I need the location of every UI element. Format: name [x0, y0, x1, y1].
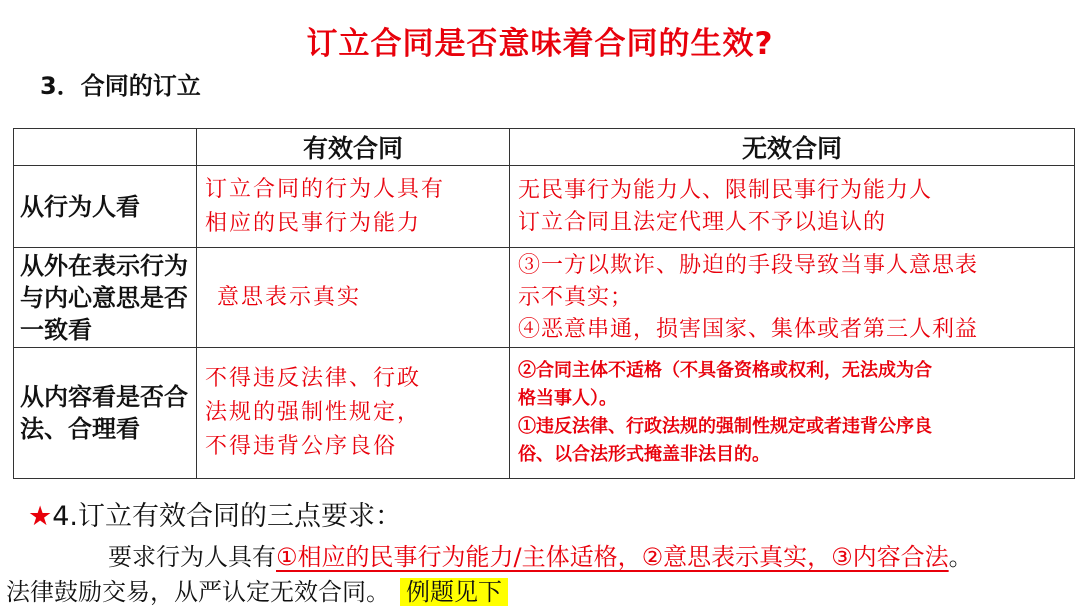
requirements-suffix: 。: [948, 543, 973, 571]
cell-line: 无民事行为能力人、限制民事行为能力人: [518, 177, 933, 203]
header-empty-cell: [14, 129, 197, 166]
example-highlight: 例题见下: [400, 578, 508, 606]
row-head-actor: 从行为人看: [14, 166, 197, 248]
cell-line: 法规的强制性规定，: [205, 400, 422, 425]
row-head-intent: 从外在表示行为与内心意思是否一致看: [14, 248, 197, 348]
cell-line: 俗、以合法形式掩盖非法目的。: [518, 444, 770, 465]
table-row: [14, 166, 1075, 248]
invalid-cell-content: [510, 348, 1075, 479]
effective-cell-intent: [197, 248, 510, 348]
comparison-table: [13, 128, 1075, 479]
footer-line: [6, 572, 508, 607]
cell-line: 不得违反法律、行政: [205, 366, 422, 391]
star-icon: ★: [28, 501, 53, 532]
cell-line: ①违反法律、行政法规的强制性规定或者违背公序良: [518, 416, 932, 437]
requirements-prefix: 要求行为人具有: [108, 543, 276, 571]
cell-line: ②合同主体不适格（不具备资格或权利，无法成为合: [518, 360, 932, 381]
cell-line: 订立合同的行为人具有: [205, 176, 446, 202]
header-effective: 有效合同: [197, 129, 510, 166]
cell-line: ③一方以欺诈、胁迫的手段导致当事人意思表: [518, 252, 979, 278]
effective-cell-content: [197, 348, 510, 479]
cell-line: 订立合同且法定代理人不予以追认的: [518, 209, 887, 235]
section-subtitle: 3．合同的订立: [40, 72, 201, 100]
footer-text: 法律鼓励交易，从严认定无效合同。: [6, 578, 390, 606]
table-row: [14, 348, 1075, 479]
cell-line: ④恶意串通，损害国家、集体或者第三人利益: [518, 316, 979, 342]
requirements-items: ①相应的民事行为能力/主体适格，②意思表示真实，③内容合法: [276, 543, 949, 571]
invalid-cell-actor: [510, 166, 1075, 248]
requirements-line: [108, 537, 973, 572]
row-head-content: 从内容看是否合法、合理看: [14, 348, 197, 479]
cell-line: 示不真实；: [518, 284, 634, 310]
table-row: [14, 248, 1075, 348]
cell-line: 相应的民事行为能力: [205, 210, 422, 236]
effective-cell-actor: [197, 166, 510, 248]
cell-line: 意思表示真实: [217, 284, 362, 310]
header-invalid: 无效合同: [510, 129, 1075, 166]
slide-title: 订立合同是否意味着合同的生效?: [306, 26, 774, 62]
invalid-cell-intent: [510, 248, 1075, 348]
requirements-heading: [28, 494, 402, 533]
cell-line: 不得违背公序良俗: [205, 434, 398, 459]
cell-line: 格当事人）。: [518, 388, 617, 409]
table-header-row: [14, 129, 1075, 166]
requirements-heading-text: 4.订立有效合同的三点要求：: [52, 501, 402, 532]
